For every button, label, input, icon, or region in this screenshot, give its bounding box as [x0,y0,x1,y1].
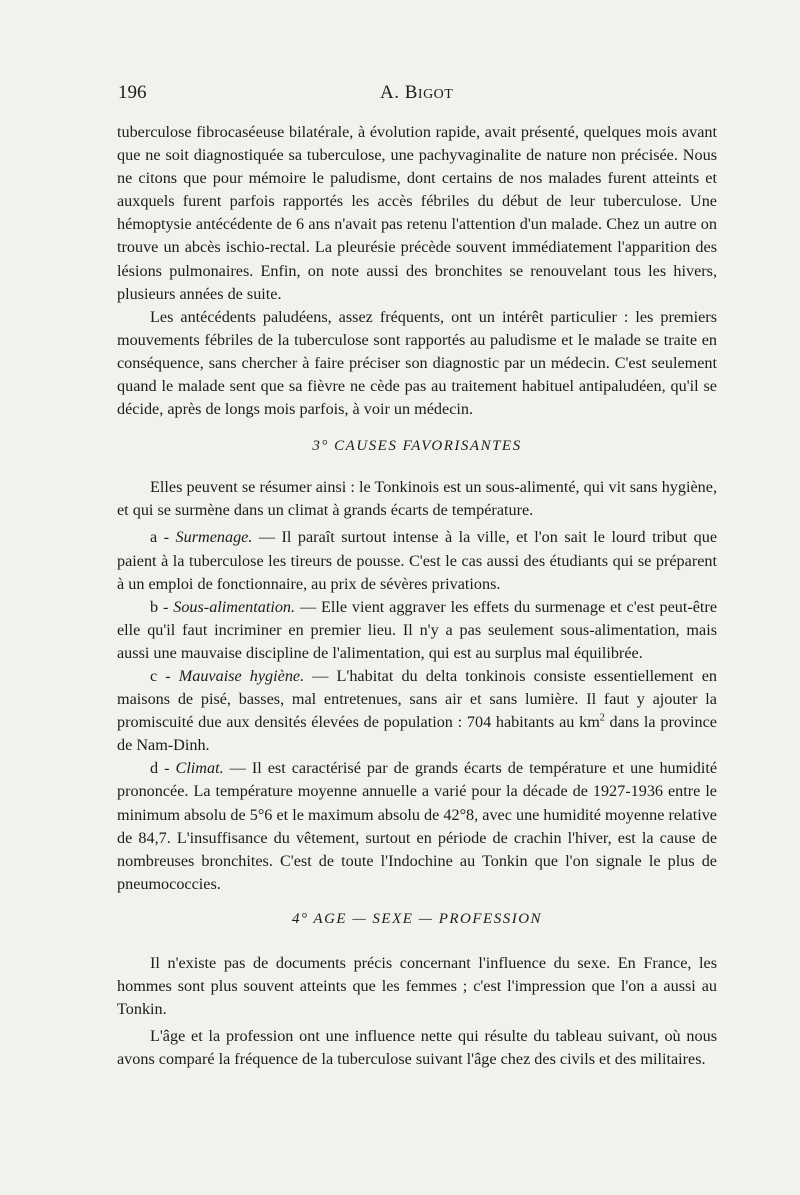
section-4-heading: 4° AGE — SEXE — PROFESSION [291,910,543,927]
page-header [118,82,718,108]
item-a-surmenage [117,526,717,595]
page-number: 196 [118,82,147,103]
item-c-text-end: dans la province de Nam-Dinh. [117,713,717,755]
author-initial: A. B [380,82,418,103]
intro-paragraph-2: Les antécédents paludéens, assez fréquents, ont un intérêt particulier : les premiers mouvements fébriles de la tuberculose sont rapportés au paludisme et le malade se traite en conséquence, sans chercher à faire préciser son diagnostic par un médecin. C'est seulement quand le malade sent que sa fièvre ne cède pas au traitement habituel antipaludéen, qu'il se décide, après de longs mois parfois, à voir un médecin. [117,307,717,419]
item-b-title: Sous-alimentation. [173,597,296,616]
item-d-climat [117,757,717,896]
item-a-title: Surmenage. [175,528,253,547]
intro-paragraph-1: tuberculose fibrocaséeuse bilatérale, à évolution rapide, avait présenté, quelques mois avant que ne soit diagnostiquée sa tuberculose, une pachyvaginalite de nature non précisée. Nous ne citons que pour mémoire le paludisme, dont certains de nos malades furent atteints et auxquels furent parfois rapportés les accès fébriles du début de leur tuberculose. Une hémoptysie antécédente de 6 ans n'avait pas retenu l'attention d'un malade. Chez un autre on trouve un abcès ischio-rectal. La pleurésie précède souvent immédiatement l'apparition des lésions pulmonaires. Enfin, on note aussi des bronchites se renouvelant tous les hivers, plusieurs années de suite. [117,123,717,303]
item-d-title: Climat. [175,759,224,778]
section-4-paragraph-1: Il n'existe pas de documents précis concernant l'influence du sexe. En France, les hommes sont plus souvent atteints que les femmes ; c'est l'impression que l'on a aussi au Tonkin. [117,953,717,1019]
item-a-text: — Il paraît surtout intense à la ville, et l'on sait le lourd tribut que paient à la tuberculose les tireurs de pousse. C'est le cas aussi des étudiants qui se préparent à un emploi de fonctionnaire, au prix de sévères privations. [117,528,718,593]
item-b-sous-alimentation [117,596,717,665]
section-3-intro: Elles peuvent se résumer ainsi : le Tonkinois est un sous-alimenté, qui vit sans hygiène, et qui se surmène dans un climat à grands écarts de température. [117,478,717,520]
item-c-hygiene [117,665,717,757]
item-d-label: d - [150,759,176,778]
item-c-text: — L'habitat du delta tonkinois consiste essentiellement en maisons de pisé, basses, mal entretenues, sans air et sans lumière. Il faut y ajouter la promiscuité due aux densités élevées de population : 704 habitants au km [117,666,718,732]
page-body [117,121,717,1071]
item-c-title: Mauvaise hygiène. [178,666,305,685]
running-head [380,82,453,104]
item-d-text: — Il est caractérisé par de grands écarts de température et une humidité prononcée. La température moyenne annuelle a varié pour la décade de 1927-1936 entre le minimum absolu de 5°6 et le maximum absolu de 42°8, avec une humidité moyenne relative de 84,7. L'insuffisance du vêtement, surtout en période de crachin l'hiver, est la cause de nombreuses bronchites. C'est de toute l'Indochine au Tonkin que l'on signale le plus de pneumococcies. [117,759,718,893]
item-c-label: c - [150,666,179,685]
section-4-paragraph-2: L'âge et la profession ont une influence nette qui résulte du tableau suivant, où nous avons comparé la fréquence de la tuberculose suivant l'âge chez des civils et des militaires. [117,1027,717,1069]
section-3-heading: 3° CAUSES FAVORISANTES [312,438,522,455]
item-a-label: a - [150,528,176,547]
item-b-text: — Elle vient aggraver les effets du surmenage et c'est peut-être elle qu'il faut incriminer en premier lieu. Il n'y a pas seulement sous-alimentation, mais aussi une mauvaise discipline de l'alimentation, qui est au surplus mal équilibrée. [117,597,718,662]
item-b-label: b - [150,597,174,616]
superscript-2: 2 [599,712,605,724]
author-surname: IGOT [417,87,454,102]
